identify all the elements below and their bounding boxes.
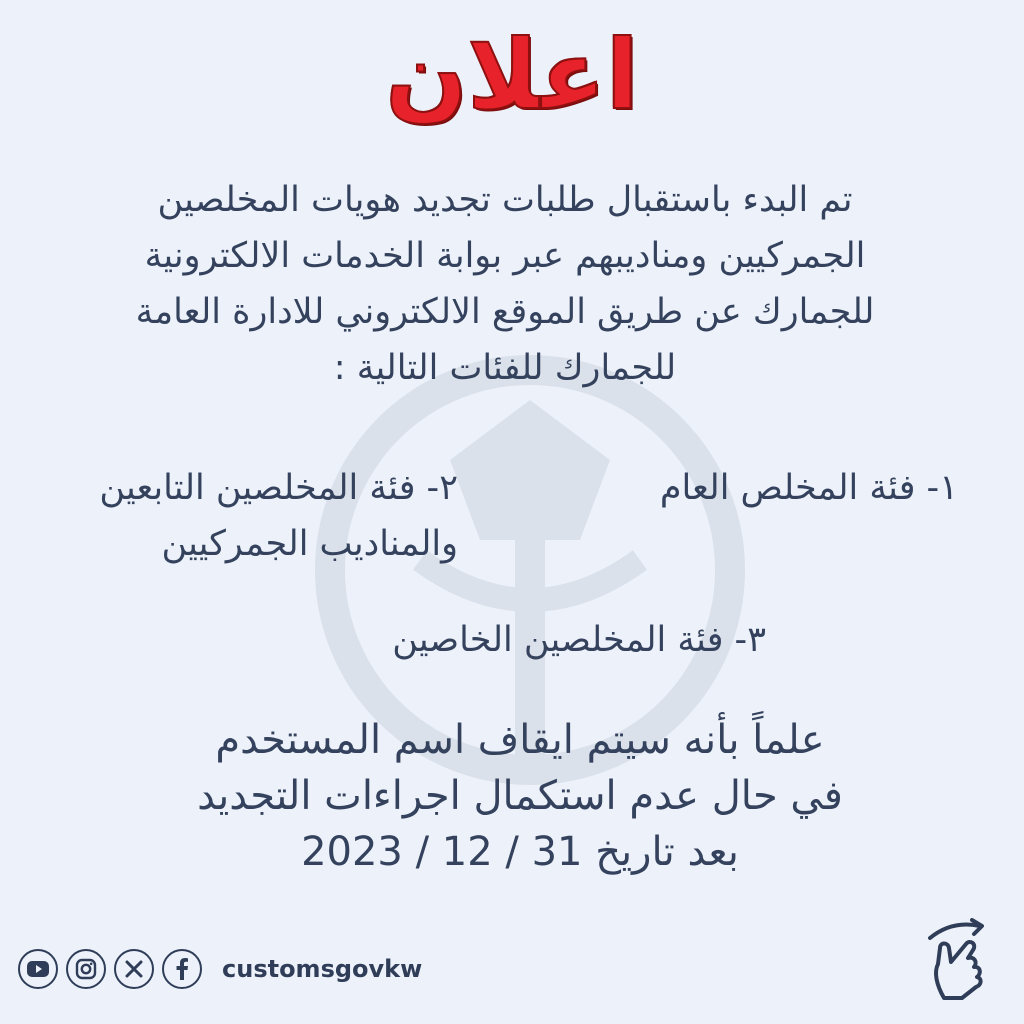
facebook-icon[interactable] [162, 949, 202, 989]
social-handle[interactable]: customsgovkw [222, 955, 423, 983]
page-title: اعلان [385, 19, 639, 131]
instagram-icon[interactable] [66, 949, 106, 989]
intro-line: الجمركيين ومناديبهم عبر بوابة الخدمات الالكترونية [144, 236, 866, 276]
notice-line: في حال عدم استكمال اجراءات التجديد [197, 773, 843, 819]
notice-line: علماً بأنه سيتم ايقاف اسم المستخدم [215, 717, 825, 763]
notice-line: بعد تاريخ 31 / 12 / 2023 [301, 829, 739, 875]
category-affiliated-brokers [99, 460, 458, 572]
intro-line: تم البدء باستقبال طلبات تجديد هويات المخلصين [157, 180, 853, 220]
swipe-hand-icon [922, 918, 998, 1002]
category-general-broker: ١- فئة المخلص العام [659, 468, 958, 508]
category-private-brokers: ٣- فئة المخلصين الخاصين [392, 620, 766, 660]
x-icon[interactable] [114, 949, 154, 989]
category-line: والمناديب الجمركيين [161, 524, 458, 564]
category-line: ٢- فئة المخلصين التابعين [99, 468, 458, 508]
youtube-icon[interactable] [18, 949, 58, 989]
social-links [18, 947, 422, 991]
intro-paragraph [30, 172, 980, 396]
intro-line: للجمارك عن طريق الموقع الالكتروني للادارة العامة [135, 292, 875, 332]
deadline-notice [100, 712, 940, 880]
intro-line: للجمارك للفئات التالية : [333, 348, 677, 388]
